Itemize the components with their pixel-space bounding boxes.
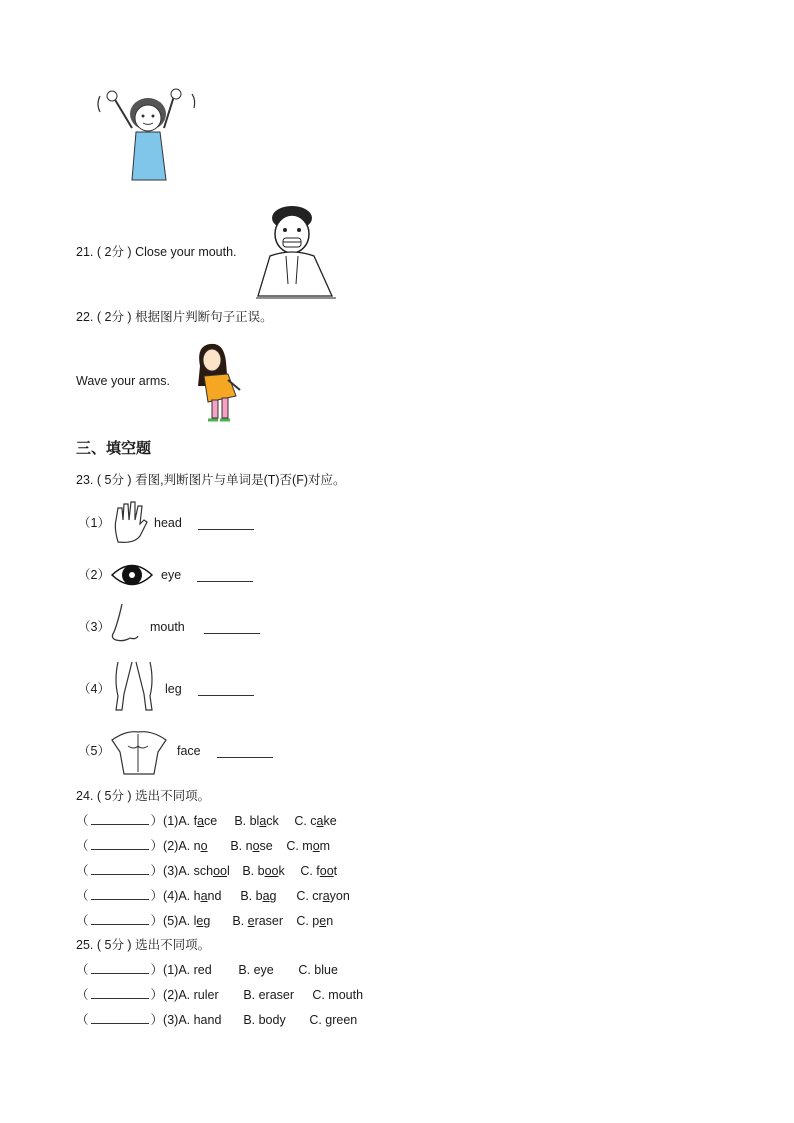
option-a: A. face bbox=[178, 814, 218, 828]
row-number: (3) bbox=[163, 1013, 179, 1027]
question-score: ( 5分 ) bbox=[96, 789, 132, 803]
question-number: 21. bbox=[76, 245, 94, 259]
item-word: face bbox=[177, 744, 201, 758]
option-c: C. blue bbox=[298, 963, 338, 977]
option-c: C. foot bbox=[300, 864, 338, 878]
row-number: (2) bbox=[163, 839, 179, 853]
option-c: C. mom bbox=[286, 839, 331, 853]
row-number: (5) bbox=[163, 914, 179, 928]
choice-row: （ ）(4)A. hand B. bag C. crayon bbox=[76, 889, 350, 903]
question-score: ( 5分 ) bbox=[96, 473, 132, 487]
option-c: C. cake bbox=[294, 814, 337, 828]
nose-icon bbox=[108, 602, 144, 650]
question-instruction: 看图,判断图片与单词是(T)否(F)对应。 bbox=[135, 473, 346, 487]
question-instruction: 选出不同项。 bbox=[135, 938, 211, 952]
option-b: B. nose bbox=[230, 839, 273, 853]
option-a: A. no bbox=[178, 839, 208, 853]
answer-blank[interactable] bbox=[91, 987, 149, 999]
row-number: (1) bbox=[163, 814, 179, 828]
answer-blank[interactable] bbox=[91, 1012, 149, 1024]
choice-row: （ ）(2)A. no B. nose C. mom bbox=[76, 839, 331, 853]
choice-row: （ ）(3)A. hand B. body C. green bbox=[76, 1013, 358, 1027]
row-number: (1) bbox=[163, 963, 179, 977]
item-label: （5） bbox=[78, 744, 110, 758]
option-b: B. eraser bbox=[232, 914, 284, 928]
choice-row: （ ）(1)A. red B. eye C. blue bbox=[76, 963, 338, 977]
item-word: leg bbox=[165, 682, 182, 696]
question-instruction: 选出不同项。 bbox=[135, 789, 211, 803]
answer-blank[interactable] bbox=[91, 813, 149, 825]
question-number: 24. bbox=[76, 789, 94, 803]
question-21 bbox=[76, 244, 237, 260]
question-24 bbox=[76, 788, 210, 804]
answer-blank[interactable] bbox=[91, 838, 149, 850]
option-a: A. ruler bbox=[178, 988, 219, 1002]
section-heading: 三、填空题 bbox=[76, 440, 152, 457]
answer-blank[interactable] bbox=[197, 569, 253, 582]
answer-blank[interactable] bbox=[91, 962, 149, 974]
item-label: （2） bbox=[78, 568, 110, 582]
answer-blank[interactable] bbox=[91, 913, 149, 925]
answer-blank[interactable] bbox=[198, 683, 254, 696]
girl-touching-back-illustration bbox=[188, 340, 246, 426]
question-score: ( 5分 ) bbox=[96, 938, 132, 952]
row-number: (2) bbox=[163, 988, 179, 1002]
option-a: A. red bbox=[178, 963, 212, 977]
question-score: ( 2分 ) bbox=[96, 245, 132, 259]
legs-icon bbox=[110, 660, 158, 714]
answer-blank[interactable] bbox=[204, 621, 260, 634]
item-label: （1） bbox=[78, 516, 110, 530]
torso-icon bbox=[108, 724, 168, 776]
question-number: 22. bbox=[76, 310, 94, 324]
answer-blank[interactable] bbox=[217, 745, 273, 758]
question-22 bbox=[76, 309, 273, 325]
item-label: （3） bbox=[78, 620, 110, 634]
question-number: 25. bbox=[76, 938, 94, 952]
option-c: C. crayon bbox=[296, 889, 350, 903]
item-word: mouth bbox=[150, 620, 185, 634]
option-c: C. pen bbox=[296, 914, 334, 928]
question-22-statement: Wave your arms. bbox=[76, 374, 171, 388]
hand-icon bbox=[110, 498, 148, 546]
item-word: head bbox=[154, 516, 182, 530]
option-a: A. hand bbox=[178, 889, 222, 903]
choice-row: （ ）(2)A. ruler B. eraser C. mouth bbox=[76, 988, 364, 1002]
item-label: （4） bbox=[78, 682, 110, 696]
option-b: B. eraser bbox=[243, 988, 295, 1002]
item-word: eye bbox=[161, 568, 182, 582]
question-text: Close your mouth. bbox=[135, 245, 237, 259]
option-c: C. mouth bbox=[312, 988, 364, 1002]
option-c: C. green bbox=[309, 1013, 358, 1027]
choice-row: （ ）(5)A. leg B. eraser C. pen bbox=[76, 914, 334, 928]
option-b: B. black bbox=[234, 814, 279, 828]
question-23 bbox=[76, 472, 346, 488]
option-b: B. body bbox=[243, 1013, 286, 1027]
boy-open-mouth-illustration bbox=[256, 204, 338, 300]
option-a: A. leg bbox=[178, 914, 211, 928]
option-b: B. book bbox=[242, 864, 285, 878]
question-25 bbox=[76, 937, 210, 953]
choice-row: （ ）(3)A. school B. book C. foot bbox=[76, 864, 338, 878]
row-number: (4) bbox=[163, 889, 179, 903]
option-a: A. school bbox=[178, 864, 230, 878]
row-number: (3) bbox=[163, 864, 179, 878]
answer-blank[interactable] bbox=[91, 888, 149, 900]
girl-waving-arms-illustration bbox=[92, 86, 202, 186]
option-b: B. eye bbox=[238, 963, 274, 977]
answer-blank[interactable] bbox=[91, 863, 149, 875]
eye-icon bbox=[110, 560, 154, 590]
question-number: 23. bbox=[76, 473, 94, 487]
option-a: A. hand bbox=[178, 1013, 222, 1027]
option-b: B. bag bbox=[240, 889, 277, 903]
question-score: ( 2分 ) bbox=[96, 310, 132, 324]
choice-row: （ ）(1)A. face B. black C. cake bbox=[76, 814, 337, 828]
question-instruction: 根据图片判断句子正误。 bbox=[135, 310, 273, 324]
answer-blank[interactable] bbox=[198, 517, 254, 530]
